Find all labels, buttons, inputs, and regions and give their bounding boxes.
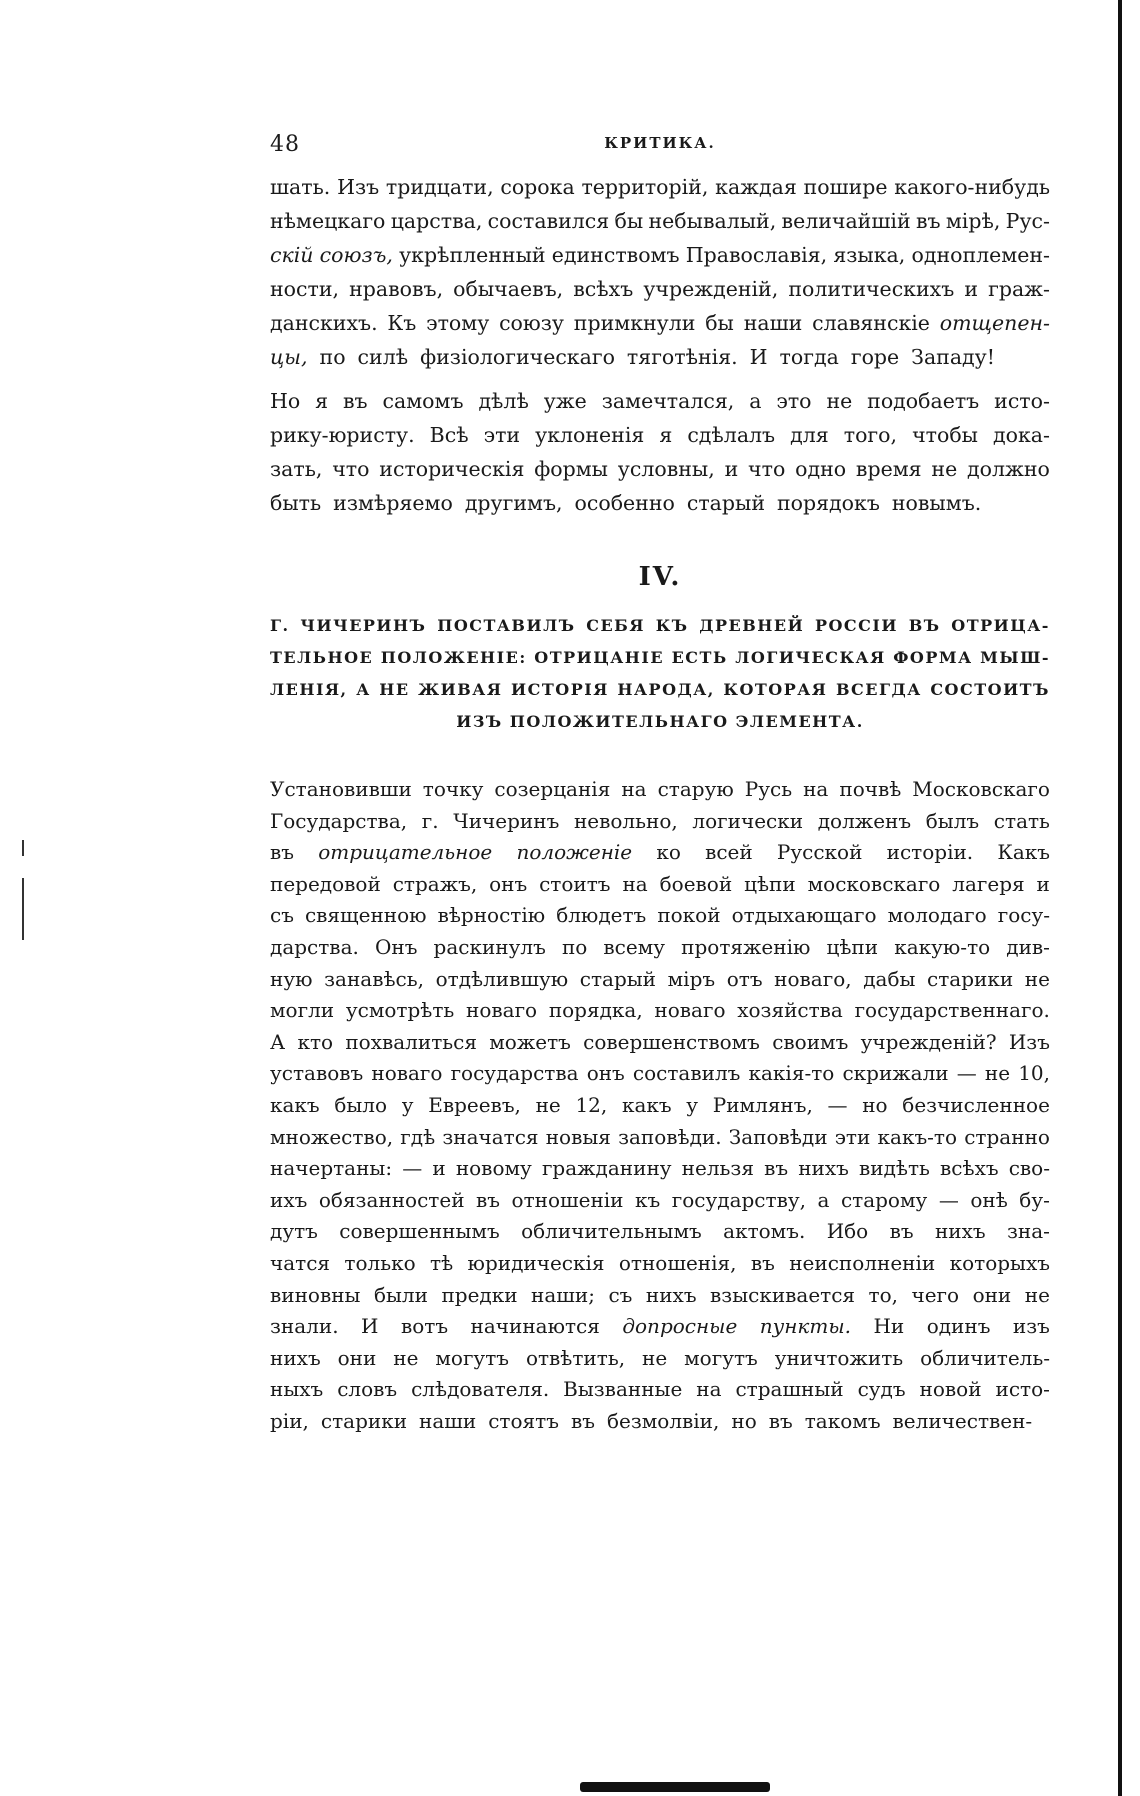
text-line: скій союзъ, укрѣпленный единствомъ Православія, языка, одноплемен-: [270, 243, 1050, 267]
text-line: данскихъ. Къ этому союзу примкнули бы наши славянскіе отщепен-: [270, 311, 1050, 335]
summary-line: ИЗЪ ПОЛОЖИТЕЛЬНАГО ЭЛЕМЕНТА.: [456, 712, 864, 731]
text-line: Установивши точку созерцанія на старую Русь на почвѣ Московскаго: [270, 777, 1050, 801]
paragraph-continuation: [270, 170, 1050, 374]
text-line: нѣмецкаго царства, составился бы небывалый, величайшій въ мірѣ, Рус-: [270, 209, 1050, 233]
text-line: рику-юристу. Всѣ эти уклоненія я сдѣлалъ для того, чтобы дока-: [270, 423, 1050, 447]
text-line: въ отрицательное положеніе ко всей Русской исторіи. Какъ: [270, 840, 1050, 865]
summary-line: ЛЕНІЯ, А НЕ ЖИВАЯ ИСТОРІЯ НАРОДА, КОТОРАЯ ВСЕГДА СОСТОИТЪ: [270, 680, 1050, 699]
page-edge-shadow: [1118, 0, 1122, 1796]
margin-mark: [22, 878, 24, 940]
text-line: дарства. Онъ раскинулъ по всему протяженію цѣпи какую-то див-: [270, 934, 1050, 959]
running-title: КРИТИКА.: [604, 134, 716, 152]
paragraph-main: [270, 774, 1050, 1437]
text-line: быть измѣряемо другимъ, особенно старый порядокъ новымъ.: [270, 491, 982, 515]
paragraph-digression: [270, 384, 1050, 520]
text-line: чатся только тѣ юридическія отношенія, въ неисполненіи которыхъ: [270, 1250, 1050, 1275]
text-line: могли усмотрѣть новаго порядка, новаго хозяйства государственнаго.: [270, 998, 1050, 1023]
text-line: какъ было у Евреевъ, не 12, какъ у Римлянъ, — но безчисленное: [270, 1092, 1050, 1117]
text-line: дутъ совершеннымъ обличительнымъ актомъ. Ибо въ нихъ зна-: [270, 1219, 1050, 1244]
text-line: зать, что историческія формы условны, и что одно время не должно: [270, 457, 1050, 481]
text-line: ныхъ словъ слѣдователя. Вызванные на страшный судъ новой исто-: [270, 1377, 1050, 1402]
text-line: нихъ они не могутъ отвѣтить, не могутъ уничтожить обличитель-: [270, 1345, 1050, 1370]
text-line: А кто похвалиться можетъ совершенствомъ своимъ учрежденій? Изъ: [270, 1029, 1050, 1054]
text-line: съ священною вѣрностію блюдетъ покой отдыхающаго молодаго госу-: [270, 903, 1050, 928]
summary-line: Г. ЧИЧЕРИНЪ ПОСТАВИЛЪ СЕБЯ КЪ ДРЕВНЕЙ РОССІИ ВЪ ОТРИЦА-: [270, 616, 1050, 635]
text-line: ную занавѣсь, отдѣлившую старый міръ отъ новаго, дабы старики не: [270, 966, 1050, 991]
margin-mark: [22, 840, 24, 856]
text-line: виновны были предки наши; съ нихъ взыскивается то, чего они не: [270, 1282, 1050, 1307]
page-number: 48: [270, 132, 300, 157]
text-line: ихъ обязанностей въ отношеніи къ государству, а старому — онѣ бу-: [270, 1187, 1050, 1212]
page-header: [270, 132, 1050, 156]
text-line: шать. Изъ тридцати, сорока территорій, каждая пошире какого-нибудь: [270, 175, 1050, 199]
text-line: Государства, г. Чичеринъ невольно, логически долженъ былъ стать: [270, 808, 1050, 833]
text-line: цы, по силѣ физіологическаго тяготѣнія. И тогда горе Западу!: [270, 345, 995, 369]
text-line: уставовъ новаго государства онъ составилъ какія-то скрижали — не 10,: [270, 1061, 1050, 1086]
text-line: начертаны: — и новому гражданину нельзя въ нихъ видѣть всѣхъ сво-: [270, 1156, 1050, 1181]
summary-line: ТЕЛЬНОЕ ПОЛОЖЕНІЕ: ОТРИЦАНІЕ ЕСТЬ ЛОГИЧЕСКАЯ ФОРМА МЫШ-: [270, 648, 1050, 667]
scan-artifact: [580, 1782, 770, 1792]
section-summary: [270, 610, 1050, 738]
text-line: Но я въ самомъ дѣлѣ уже замечтался, а это не подобаетъ исто-: [270, 389, 1050, 413]
text-line: ности, нравовъ, обычаевъ, всѣхъ учрежденій, политическихъ и граж-: [270, 277, 1050, 301]
section-number: IV.: [638, 562, 682, 592]
text-line: знали. И вотъ начинаются допросные пункты. Ни одинъ изъ: [270, 1314, 1050, 1339]
text-line: передовой стражъ, онъ стоитъ на боевой цѣпи московскаго лагеря и: [270, 871, 1050, 896]
text-line: ріи, старики наши стоятъ въ безмолвіи, но въ такомъ величествен-: [270, 1408, 1033, 1433]
text-line: множество, гдѣ значатся новыя заповѣди. Заповѣди эти какъ-то странно: [270, 1124, 1050, 1149]
